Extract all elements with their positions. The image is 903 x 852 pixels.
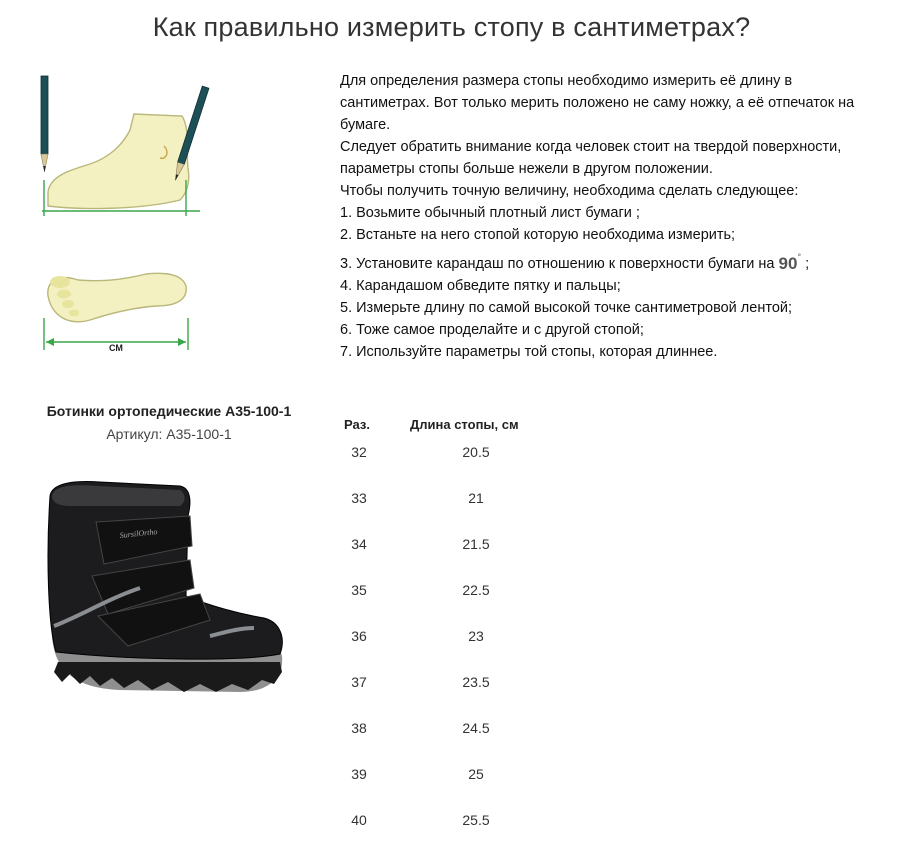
instr-step-3 bbox=[340, 246, 880, 275]
table-row bbox=[336, 490, 566, 510]
size-cell: 35 bbox=[351, 582, 367, 598]
instr-intro-2: Следует обратить внимание когда человек стоит на твердой поверхности, параметры стопы больше нежели в другом положении. bbox=[340, 139, 842, 177]
product-name[interactable]: Ботинки ортопедические А35-100-1 bbox=[46, 403, 292, 419]
length-cell: 22.5 bbox=[462, 582, 490, 598]
size-cell: 33 bbox=[351, 490, 367, 506]
table-row bbox=[336, 582, 566, 602]
table-row bbox=[336, 444, 566, 464]
table-row bbox=[336, 674, 566, 694]
length-cell: 23.5 bbox=[462, 674, 490, 690]
instr-step-5: 5. Измерьте длину по самой высокой точке сантиметровой лентой; bbox=[340, 300, 793, 316]
length-column-header: Длина стопы, см bbox=[410, 417, 519, 432]
foot-side-view bbox=[42, 114, 200, 216]
length-cell: 23 bbox=[468, 628, 484, 644]
length-cell: 20.5 bbox=[462, 444, 490, 460]
pencil-left-icon bbox=[41, 76, 48, 172]
size-column-header: Раз. bbox=[344, 417, 370, 432]
table-row bbox=[336, 628, 566, 648]
table-row bbox=[336, 812, 566, 832]
length-cell: 21.5 bbox=[462, 536, 490, 552]
table-row bbox=[336, 766, 566, 786]
instr-step-2: 2. Встаньте на него стопой которую необходима измерить; bbox=[340, 227, 736, 243]
length-cell: 24.5 bbox=[462, 720, 490, 736]
angle-unit: ° bbox=[797, 252, 802, 262]
instr-step-1: 1. Возьмите обычный плотный лист бумаги ; bbox=[340, 205, 640, 221]
size-cell: 34 bbox=[351, 536, 367, 552]
size-cell: 36 bbox=[351, 628, 367, 644]
boot-image[interactable] bbox=[40, 476, 290, 706]
instr-step-3-text: 3. Установите карандаш по отношению к поверхности бумаги на bbox=[340, 256, 775, 272]
boot-brand: SursilOrtho bbox=[119, 527, 158, 540]
footprint-top-view bbox=[44, 273, 188, 350]
foot-measure-illustration bbox=[30, 68, 210, 358]
page-title: Как правильно измерить стопу в сантиметрах? bbox=[152, 12, 751, 42]
angle-value: 90 bbox=[778, 254, 798, 273]
product-info bbox=[38, 400, 300, 445]
instr-step-6: 6. Тоже самое проделайте и с другой стопой; bbox=[340, 322, 644, 338]
instructions bbox=[340, 70, 880, 363]
size-cell: 38 bbox=[351, 720, 367, 736]
instr-intro-3: Чтобы получить точную величину, необходима сделать следующее: bbox=[340, 183, 799, 199]
size-cell: 32 bbox=[351, 444, 367, 460]
product-article: Артикул: А35-100-1 bbox=[106, 426, 232, 442]
size-cell: 37 bbox=[351, 674, 367, 690]
unit-label: СМ bbox=[109, 343, 123, 353]
length-cell: 21 bbox=[468, 490, 484, 506]
length-cell: 25 bbox=[468, 766, 484, 782]
table-row bbox=[336, 720, 566, 740]
size-cell: 40 bbox=[351, 812, 367, 828]
table-row bbox=[336, 536, 566, 556]
instr-step-3-suffix: ; bbox=[805, 256, 810, 272]
length-cell: 25.5 bbox=[462, 812, 490, 828]
size-cell: 39 bbox=[351, 766, 367, 782]
instr-step-4: 4. Карандашом обведите пятку и пальцы; bbox=[340, 278, 621, 294]
instr-intro-1: Для определения размера стопы необходимо измерить её длину в сантиметрах. Вот только мерить положено не саму ножку, а её отпечаток на бумаге. bbox=[340, 73, 855, 133]
instr-step-7: 7. Используйте параметры той стопы, которая длиннее. bbox=[340, 344, 718, 360]
